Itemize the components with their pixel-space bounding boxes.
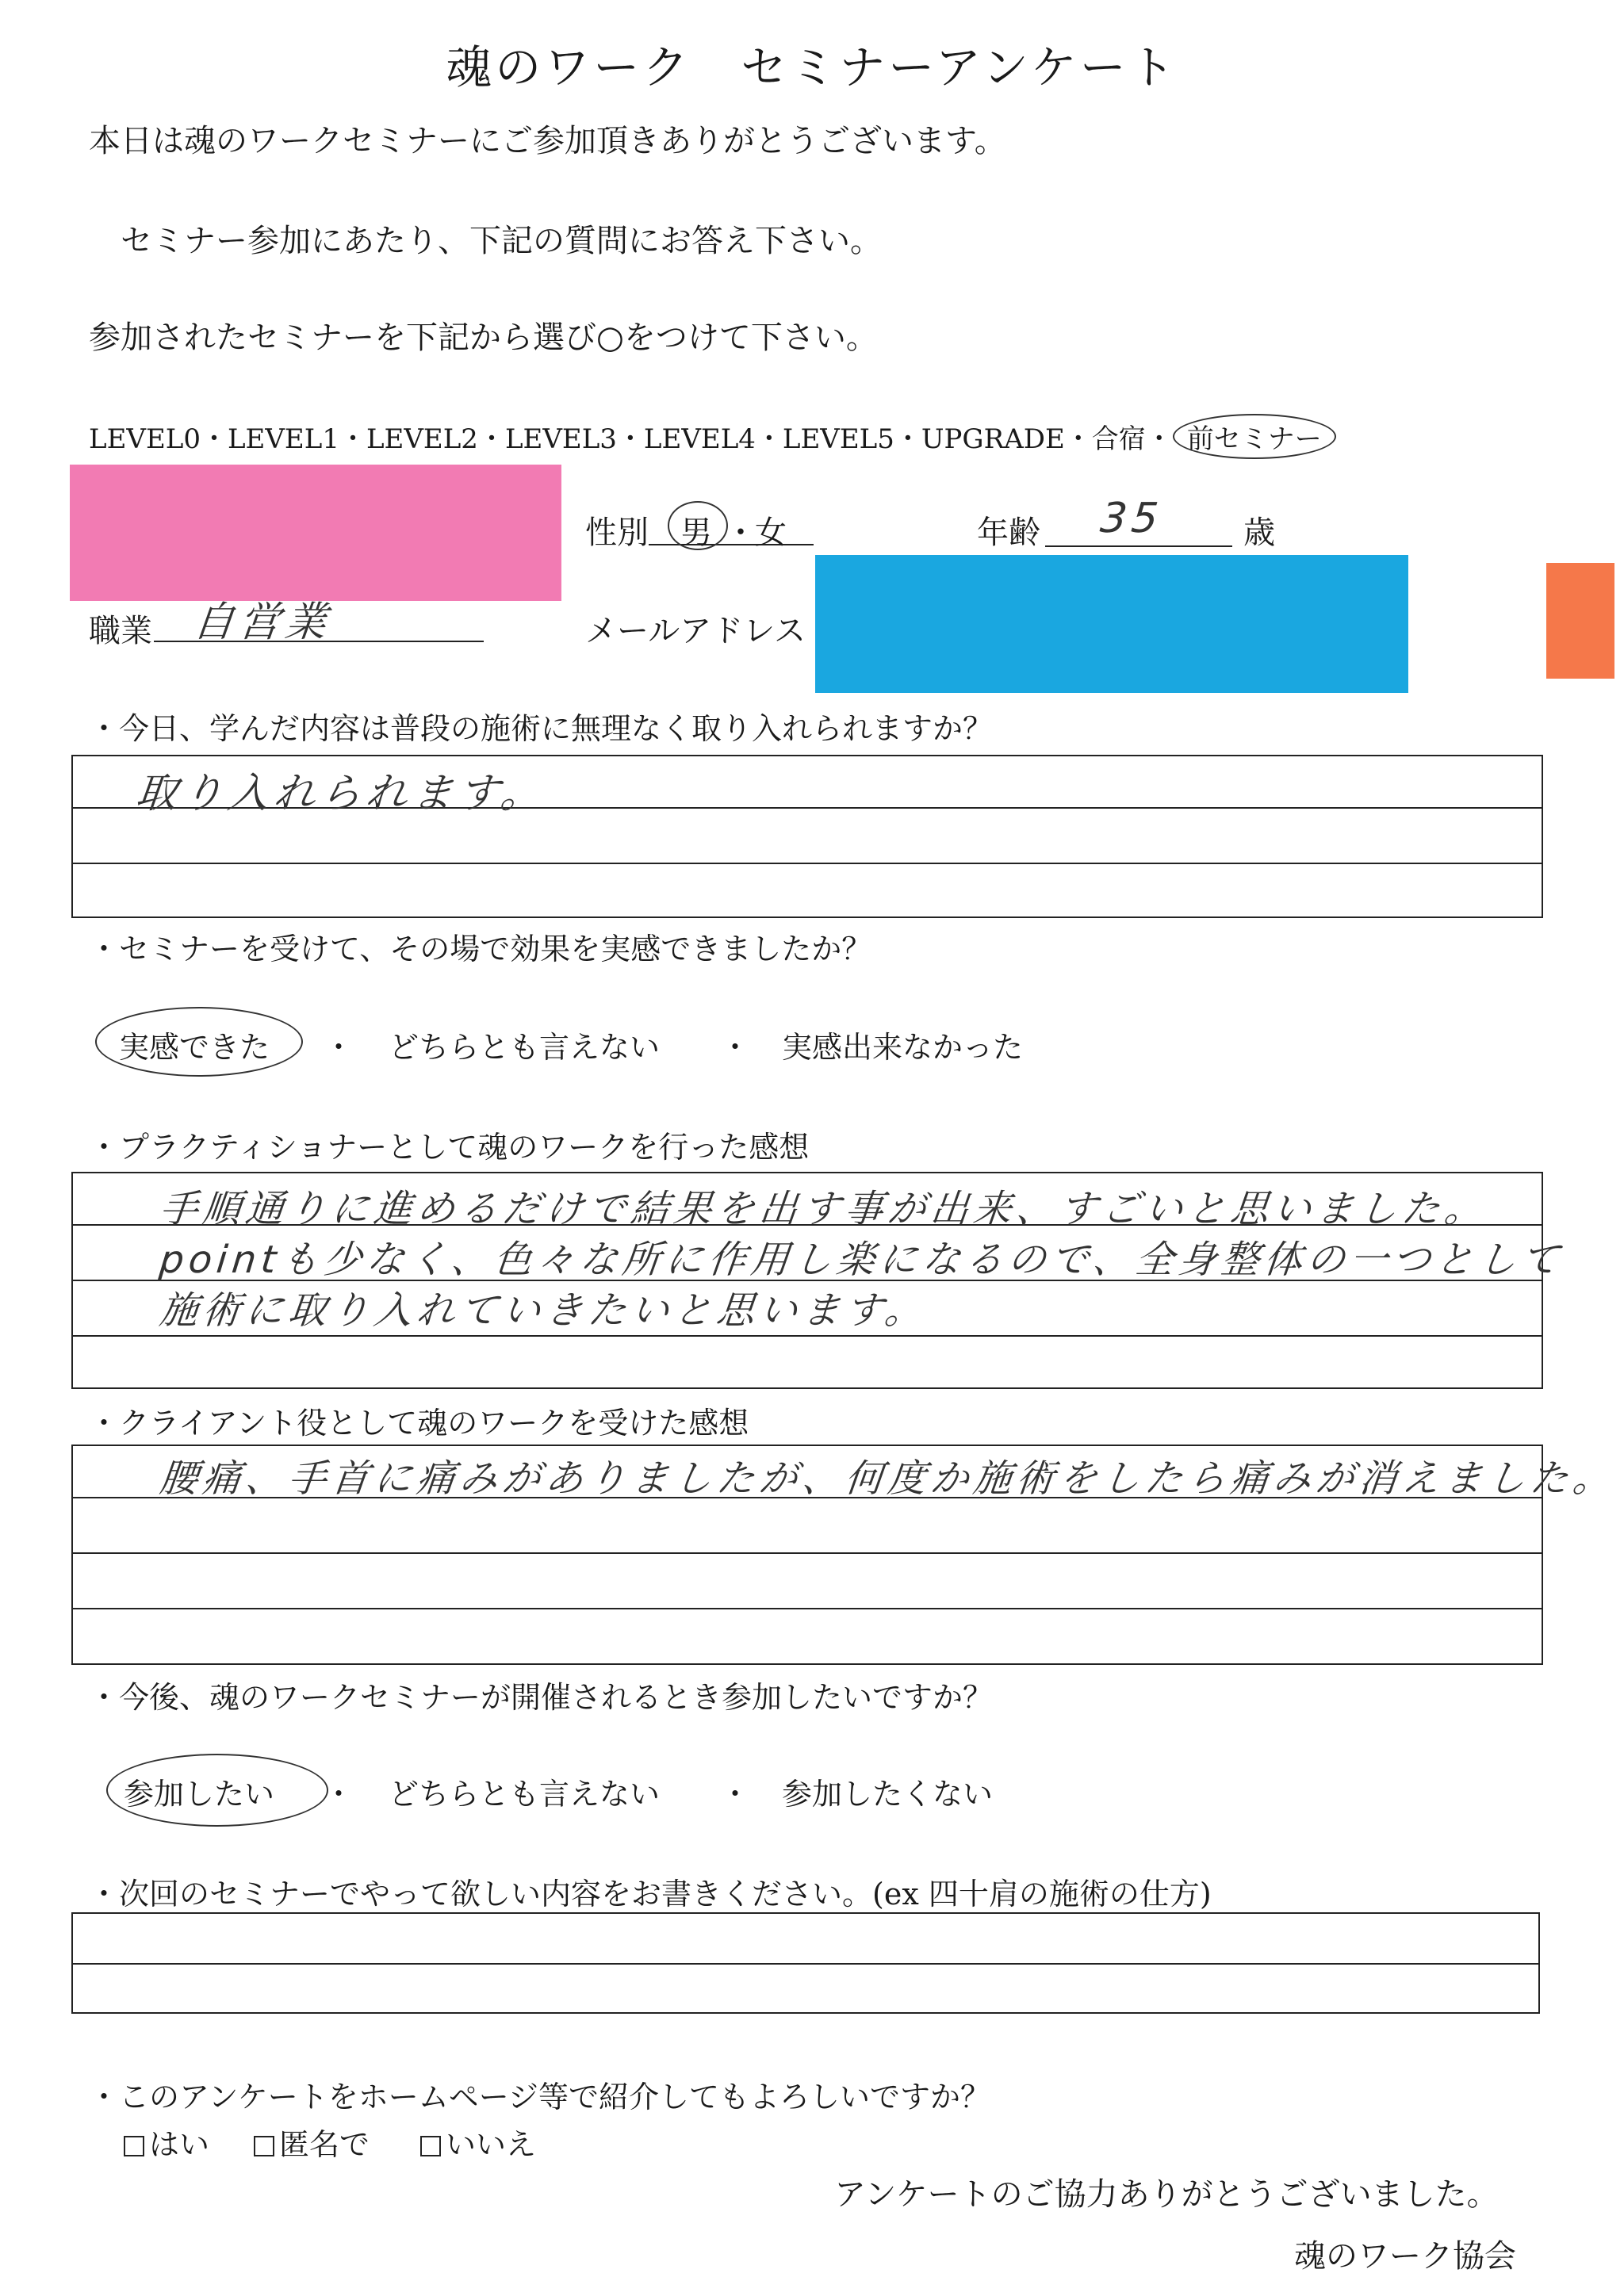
answer-1-line: 取り入れられます。: [133, 770, 550, 817]
answer-3-line-1: 手順通りに進めるだけで結果を出す事が出来、すごいと思いました。: [157, 1187, 1490, 1231]
consent-anonymous-label: 匿名で: [279, 2127, 370, 2162]
age-label: 年齢: [977, 515, 1040, 551]
question-1: ・今日、学んだ内容は普段の施術に無理なく取り入れられますか？: [89, 711, 994, 746]
name-redaction: [70, 465, 561, 601]
q2-selection-circle: [95, 1007, 303, 1077]
age-unit: 歳: [1243, 515, 1275, 551]
consent-anonymous[interactable]: [254, 2120, 370, 2164]
q5-sep-1: ・: [324, 1777, 354, 1812]
job-value: 自営業: [190, 599, 334, 646]
question-2: ・セミナーを受けて、その場で効果を実感できましたか？: [89, 932, 872, 966]
page-title: 魂のワーク セミナーアンケート: [446, 40, 1178, 94]
question-3: ・プラクティショナーとして魂のワークを行った感想: [89, 1130, 810, 1165]
q5-option-1[interactable]: 参加したい: [124, 1777, 275, 1812]
intro-text: 本日は魂のワークセミナーにご参加頂きありがとうございます。: [89, 123, 1006, 159]
question-7: ・このアンケートをホームページ等で紹介してもよろしいですか？: [89, 2080, 990, 2114]
answer-box-4[interactable]: [71, 1445, 1618, 1665]
gender-female[interactable]: 女: [755, 515, 787, 551]
consent-no-label: いいえ: [446, 2127, 537, 2162]
gender-sep: ・: [725, 515, 756, 551]
thanks-text: アンケートのご協力ありがとうございました。: [834, 2176, 1499, 2213]
email-redaction: [815, 555, 1408, 693]
q2-option-3[interactable]: 実感出来なかった: [782, 1030, 1024, 1065]
gender-label: 性別: [585, 515, 649, 551]
job-field[interactable]: [154, 593, 484, 646]
consent-no[interactable]: [420, 2120, 536, 2164]
consent-yes[interactable]: [124, 2120, 209, 2164]
seminar-select-instruction: 参加されたセミナーを下記から選び○をつけて下さい。: [89, 320, 878, 356]
answer-3-line-2: pointも少なく、色々な所に作用し楽になるので、全身整体の一つとして: [157, 1238, 1566, 1282]
answer-box-3[interactable]: [71, 1172, 1566, 1389]
age-value: 35: [1097, 495, 1166, 542]
question-6: ・次回のセミナーでやって欲しい内容をお書きください。(ex 四十肩の施術の仕方): [89, 1877, 1212, 1911]
checkbox-no[interactable]: [420, 2136, 441, 2156]
answer-3-line-3: 施術に取り入れていきたいと思います。: [157, 1288, 930, 1333]
consent-yes-label: はい: [149, 2127, 210, 2162]
job-label: 職業: [89, 613, 152, 649]
checkbox-yes[interactable]: [124, 2136, 144, 2156]
seminar-level-options: [89, 414, 1336, 459]
q2-option-1[interactable]: 実感できた: [119, 1030, 270, 1065]
gender-male[interactable]: 男: [680, 515, 712, 551]
answer-box-1[interactable]: [71, 755, 1543, 918]
instruction-text: セミナー参加にあたり、下記の質問にお答え下さい。: [121, 223, 882, 259]
checkbox-anonymous[interactable]: [254, 2136, 274, 2156]
answer-box-6[interactable]: [71, 1912, 1540, 2014]
age-field[interactable]: [1045, 495, 1232, 547]
q5-selection-circle: [106, 1754, 328, 1827]
gender-field[interactable]: [649, 507, 814, 551]
level-list: LEVEL0・LEVEL1・LEVEL2・LEVEL3・LEVEL4・LEVEL5・UPGRADE・合宿・: [89, 423, 1173, 455]
question-4: ・クライアント役として魂のワークを受けた感想: [89, 1406, 749, 1441]
email-label: メールアドレス: [585, 613, 806, 649]
selected-seminar[interactable]: 前セミナー: [1173, 414, 1336, 459]
q2-option-2[interactable]: どちらとも言えない: [389, 1030, 661, 1065]
q5-option-2[interactable]: どちらとも言えない: [389, 1777, 661, 1812]
answer-4-line: 腰痛、手首に痛みがありましたが、何度か施術をしたら痛みが消えました。: [157, 1456, 1618, 1501]
organization-name: 魂のワーク協会: [1294, 2238, 1516, 2275]
gender-circle: [668, 501, 728, 550]
q2-sep-2: ・: [720, 1030, 751, 1065]
q2-sep-1: ・: [324, 1030, 354, 1065]
q5-sep-2: ・: [720, 1777, 751, 1812]
question-5: ・今後、魂のワークセミナーが開催されるとき参加したいですか？: [89, 1680, 994, 1715]
orange-tab: [1546, 563, 1614, 679]
q5-option-3[interactable]: 参加したくない: [782, 1777, 994, 1812]
